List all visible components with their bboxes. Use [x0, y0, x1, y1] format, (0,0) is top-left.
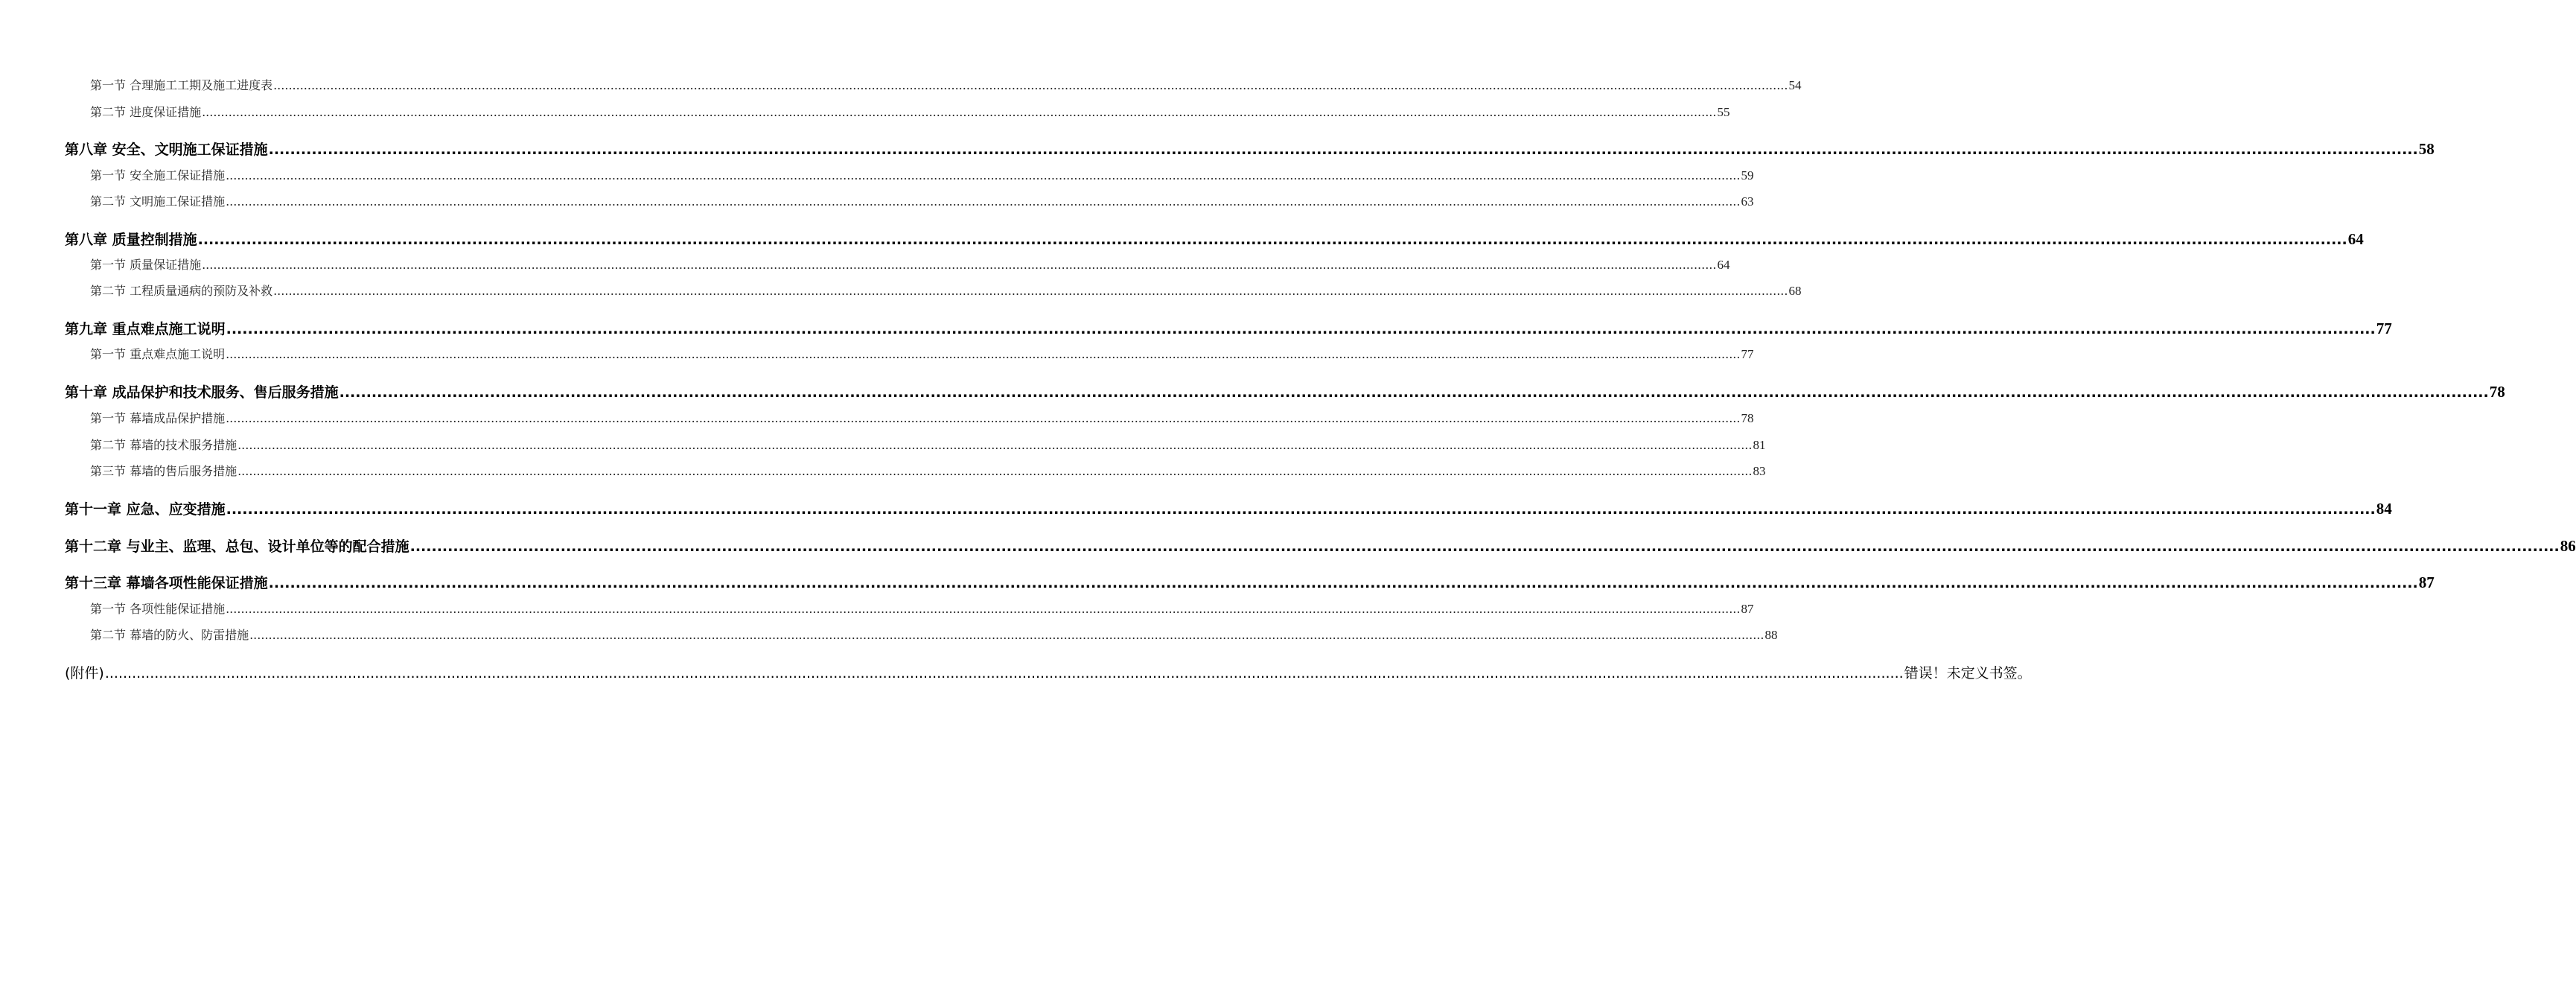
- toc-chapter-entry[interactable]: [65, 139, 2435, 159]
- toc-entry-title: 第十三章 幕墙各项性能保证措施: [65, 575, 268, 591]
- toc-entry-title: 第一节 质量保证措施: [90, 258, 202, 272]
- toc-dot-leader: ................................................................................................................................................................................................................................................................................................................................................................................................................: [226, 602, 1741, 616]
- toc-dot-leader: ................................................................................................................................................................................................................................................................................................................................................................................................................: [268, 575, 2418, 591]
- toc-entry-title: 第一节 各项性能保证措施: [90, 602, 226, 616]
- toc-entry-title: 第十二章 与业主、监理、总包、设计单位等的配合措施: [65, 538, 409, 555]
- toc-chapter-entry[interactable]: [65, 536, 2576, 556]
- toc-section-entry[interactable]: [90, 436, 1766, 453]
- toc-entry-page-number: 58: [2418, 140, 2435, 158]
- toc-section-entry[interactable]: [90, 409, 1754, 426]
- toc-dot-leader: ................................................................................................................................................................................................................................................................................................................................................................................................................: [197, 232, 2347, 248]
- toc-entry-title: 第二节 进度保证措施: [90, 105, 202, 119]
- toc-entry-title: 第十一章 应急、应变措施: [65, 501, 226, 518]
- toc-entry-page-number: 77: [2376, 320, 2392, 337]
- toc-dot-leader: ................................................................................................................................................................................................................................................................................................................................................................................................................: [339, 384, 2489, 401]
- toc-entry-page-number: 64: [1717, 258, 1730, 272]
- toc-entry-title: 第二节 工程质量通病的预防及补救: [90, 284, 273, 298]
- toc-entry-page-number: 88: [1764, 628, 1778, 642]
- toc-appendix-entry[interactable]: [65, 662, 2032, 682]
- toc-dot-leader: ................................................................................................................................................................................................................................................................................................................................................................................................................: [104, 665, 1904, 681]
- toc-entry-page-number: 81: [1753, 438, 1766, 452]
- toc-entry-title: 第一节 幕墙成品保护措施: [90, 411, 226, 425]
- toc-entry-title: 第八章 质量控制措施: [65, 232, 197, 248]
- toc-dot-leader: ................................................................................................................................................................................................................................................................................................................................................................................................................: [273, 284, 1788, 298]
- toc-entry-title: 第二节 幕墙的技术服务措施: [90, 438, 237, 452]
- toc-entry-title: 第二节 文明施工保证措施: [90, 194, 226, 209]
- toc-entry-title: 第一节 安全施工保证措施: [90, 168, 226, 182]
- toc-entry-page-number: 54: [1788, 78, 1802, 92]
- toc-entry-page-number: 68: [1788, 284, 1802, 298]
- toc-dot-leader: ................................................................................................................................................................................................................................................................................................................................................................................................................: [268, 142, 2418, 158]
- toc-entry-page-number: 错误！未定义书签。: [1904, 665, 2032, 681]
- toc-entry-page-number: 59: [1741, 168, 1754, 182]
- toc-entry-page-number: 64: [2347, 230, 2364, 248]
- toc-entry-title: (附件): [65, 665, 104, 681]
- toc-dot-leader: ................................................................................................................................................................................................................................................................................................................................................................................................................: [237, 438, 1753, 452]
- toc-entry-page-number: 84: [2376, 500, 2392, 518]
- toc-section-entry[interactable]: [90, 282, 1802, 299]
- toc-dot-leader: ................................................................................................................................................................................................................................................................................................................................................................................................................: [202, 258, 1717, 272]
- toc-section-entry[interactable]: [90, 103, 1730, 120]
- toc-entry-title: 第一节 合理施工工期及施工进度表: [90, 78, 273, 92]
- toc-entry-page-number: 87: [2418, 573, 2435, 591]
- toc-chapter-entry[interactable]: [65, 572, 2435, 592]
- toc-entry-title: 第八章 安全、文明施工保证措施: [65, 142, 268, 158]
- toc-dot-leader: ................................................................................................................................................................................................................................................................................................................................................................................................................: [226, 168, 1741, 182]
- toc-entry-title: 第三节 幕墙的售后服务措施: [90, 464, 237, 478]
- toc-dot-leader: ................................................................................................................................................................................................................................................................................................................................................................................................................: [226, 411, 1741, 425]
- toc-chapter-entry[interactable]: [65, 498, 2392, 518]
- toc-section-entry[interactable]: [90, 76, 1802, 93]
- toc-dot-leader: ................................................................................................................................................................................................................................................................................................................................................................................................................: [273, 78, 1788, 92]
- toc-dot-leader: ................................................................................................................................................................................................................................................................................................................................................................................................................: [226, 194, 1741, 209]
- toc-entry-page-number: 63: [1741, 194, 1754, 209]
- toc-chapter-entry[interactable]: [65, 229, 2364, 249]
- toc-dot-leader: ................................................................................................................................................................................................................................................................................................................................................................................................................: [202, 105, 1717, 119]
- toc-section-entry[interactable]: [90, 462, 1766, 479]
- toc-dot-leader: ................................................................................................................................................................................................................................................................................................................................................................................................................: [226, 347, 1741, 361]
- toc-section-entry[interactable]: [90, 192, 1754, 209]
- toc-entry-page-number: 87: [1741, 602, 1754, 616]
- toc-section-entry[interactable]: [90, 255, 1730, 273]
- toc-entry-title: 第九章 重点难点施工说明: [65, 321, 226, 337]
- toc-chapter-entry[interactable]: [65, 318, 2392, 338]
- toc-section-entry[interactable]: [90, 600, 1754, 617]
- toc-entry-page-number: 78: [1741, 411, 1754, 425]
- toc-dot-leader: ................................................................................................................................................................................................................................................................................................................................................................................................................: [226, 501, 2376, 518]
- toc-entry-page-number: 77: [1741, 347, 1754, 361]
- toc-section-entry[interactable]: [90, 626, 1778, 643]
- toc-dot-leader: ................................................................................................................................................................................................................................................................................................................................................................................................................: [249, 628, 1764, 642]
- toc-entry-page-number: 55: [1717, 105, 1730, 119]
- toc-entry-page-number: 86: [2560, 537, 2576, 555]
- toc-dot-leader: ................................................................................................................................................................................................................................................................................................................................................................................................................: [409, 538, 2560, 555]
- toc-dot-leader: ................................................................................................................................................................................................................................................................................................................................................................................................................: [226, 321, 2376, 337]
- toc-chapter-entry[interactable]: [65, 381, 2505, 401]
- toc-entry-page-number: 78: [2489, 383, 2505, 401]
- toc-section-entry[interactable]: [90, 166, 1754, 183]
- toc-entry-title: 第十章 成品保护和技术服务、售后服务措施: [65, 384, 339, 401]
- toc-section-entry[interactable]: [90, 345, 1754, 362]
- toc-entry-title: 第一节 重点难点施工说明: [90, 347, 226, 361]
- toc-entry-page-number: 83: [1753, 464, 1766, 478]
- toc-dot-leader: ................................................................................................................................................................................................................................................................................................................................................................................................................: [237, 464, 1753, 478]
- toc-entry-title: 第二节 幕墙的防火、防雷措施: [90, 628, 249, 642]
